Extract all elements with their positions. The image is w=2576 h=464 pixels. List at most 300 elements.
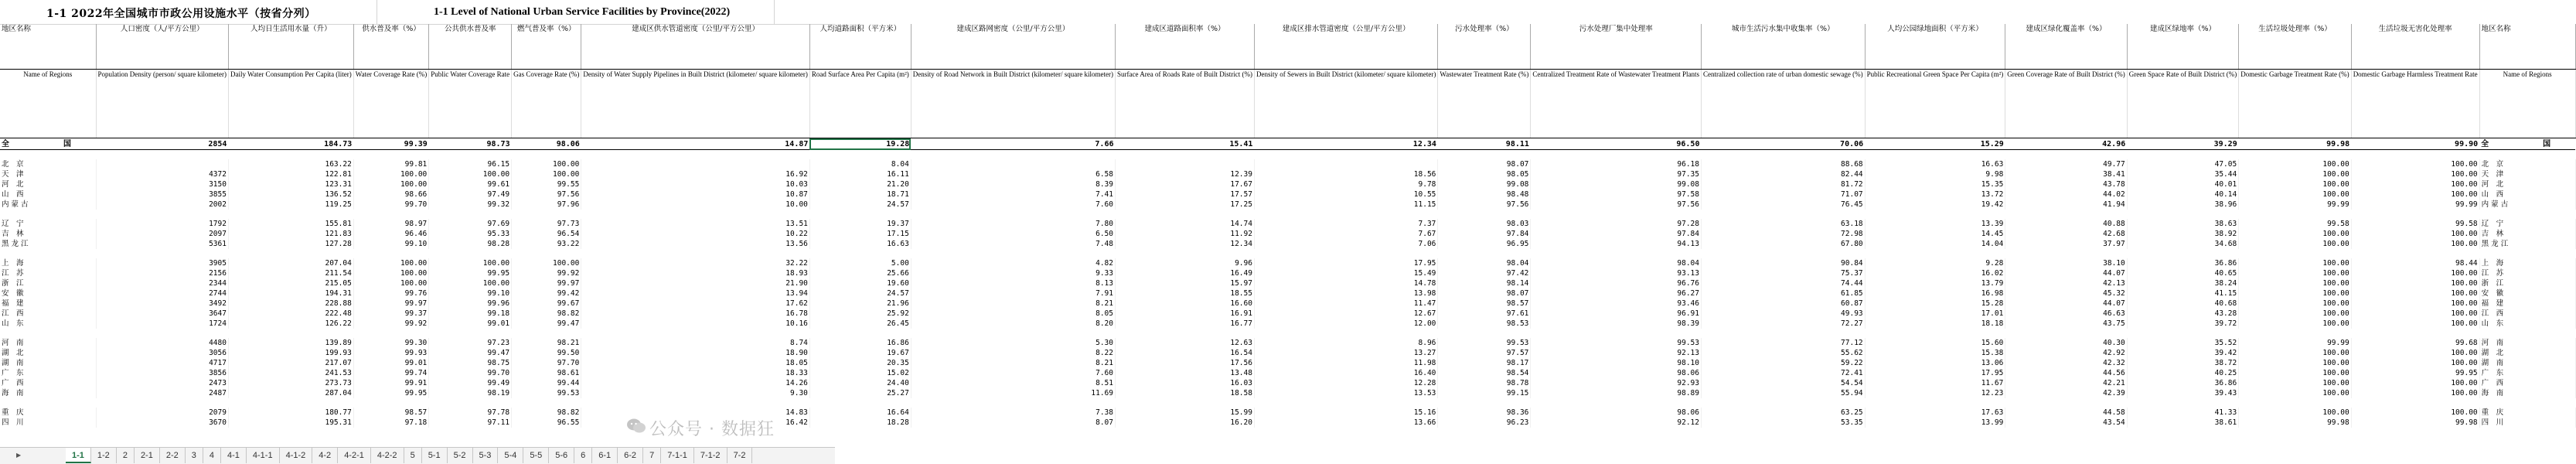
- cell[interactable]: 40.14: [2127, 189, 2238, 200]
- region-name[interactable]: 湖 南: [0, 358, 96, 368]
- cell[interactable]: 15.16: [1254, 408, 1437, 418]
- cell[interactable]: 9.28: [1865, 258, 2005, 268]
- region-name-right[interactable]: 上 海: [2479, 258, 2575, 268]
- region-name[interactable]: 广 东: [0, 368, 96, 378]
- cell[interactable]: 92.93: [1531, 378, 1702, 388]
- cell[interactable]: 13.94: [581, 288, 810, 299]
- cell[interactable]: 71.07: [1701, 189, 1865, 200]
- cell[interactable]: 13.79: [1865, 278, 2005, 288]
- region-name[interactable]: 上 海: [0, 258, 96, 268]
- cell[interactable]: 98.04: [1438, 258, 1531, 268]
- cell[interactable]: 59.22: [1701, 358, 1865, 368]
- cell[interactable]: 184.73: [228, 138, 353, 150]
- cell[interactable]: 100.00: [2351, 159, 2479, 169]
- cell[interactable]: 17.25: [1116, 200, 1255, 210]
- cell[interactable]: 13.06: [1865, 358, 2005, 368]
- cell[interactable]: 14.87: [581, 138, 810, 150]
- region-name[interactable]: 山 西: [0, 189, 96, 200]
- cell[interactable]: [96, 159, 228, 169]
- region-name-right[interactable]: 黑 龙 江: [2479, 239, 2575, 249]
- cell[interactable]: 100.00: [2239, 299, 2351, 309]
- region-name[interactable]: 北 京: [0, 159, 96, 169]
- sheet-tab[interactable]: 4-1-1: [247, 448, 280, 463]
- cell[interactable]: 18.58: [1116, 388, 1255, 398]
- region-name-right[interactable]: 江 西: [2479, 309, 2575, 319]
- cell[interactable]: 16.11: [809, 169, 911, 179]
- region-name-right[interactable]: 浙 江: [2479, 278, 2575, 288]
- cell[interactable]: 2344: [96, 278, 228, 288]
- cell[interactable]: 14.74: [1116, 219, 1255, 229]
- cell[interactable]: 13.51: [581, 219, 810, 229]
- cell[interactable]: 98.07: [1438, 159, 1531, 169]
- cell[interactable]: 96.46: [353, 229, 428, 239]
- cell[interactable]: 16.54: [1116, 348, 1255, 358]
- cell[interactable]: 99.70: [353, 200, 428, 210]
- cell[interactable]: 88.68: [1701, 159, 1865, 169]
- cell[interactable]: 14.78: [1254, 278, 1437, 288]
- cell[interactable]: 17.57: [1116, 189, 1255, 200]
- cell[interactable]: 100.00: [512, 159, 581, 169]
- cell[interactable]: 20.35: [809, 358, 911, 368]
- cell[interactable]: 100.00: [2351, 388, 2479, 398]
- cell[interactable]: 16.42: [581, 418, 810, 428]
- cell[interactable]: 7.06: [1254, 239, 1437, 249]
- cell[interactable]: 24.40: [809, 378, 911, 388]
- cell[interactable]: 39.42: [2127, 348, 2238, 358]
- cell[interactable]: 14.26: [581, 378, 810, 388]
- cell[interactable]: 99.61: [429, 179, 512, 189]
- cell[interactable]: [911, 159, 1115, 169]
- cell[interactable]: 12.00: [1254, 319, 1437, 329]
- cell[interactable]: 15.02: [809, 368, 911, 378]
- cell[interactable]: 98.07: [1438, 288, 1531, 299]
- cell[interactable]: 98.53: [1438, 319, 1531, 329]
- cell[interactable]: 98.89: [1531, 388, 1702, 398]
- cell[interactable]: 163.22: [228, 159, 353, 169]
- cell[interactable]: 16.20: [1116, 418, 1255, 428]
- cell[interactable]: 47.05: [2127, 159, 2238, 169]
- cell[interactable]: 100.00: [2351, 239, 2479, 249]
- cell[interactable]: 99.92: [353, 319, 428, 329]
- cell[interactable]: 39.29: [2127, 138, 2238, 150]
- cell[interactable]: 18.18: [1865, 319, 2005, 329]
- region-name-right[interactable]: 广 东: [2479, 368, 2575, 378]
- region-name-right[interactable]: 江 苏: [2479, 268, 2575, 278]
- cell[interactable]: 43.75: [2005, 319, 2127, 329]
- cell[interactable]: 100.00: [2239, 368, 2351, 378]
- cell[interactable]: 38.96: [2127, 200, 2238, 210]
- cell[interactable]: 100.00: [2239, 268, 2351, 278]
- cell[interactable]: 99.15: [1438, 388, 1531, 398]
- cell[interactable]: 15.97: [1116, 278, 1255, 288]
- cell[interactable]: 37.97: [2005, 239, 2127, 249]
- cell[interactable]: 99.08: [1531, 179, 1702, 189]
- cell[interactable]: 100.00: [429, 278, 512, 288]
- cell[interactable]: 100.00: [2239, 239, 2351, 249]
- cell[interactable]: 97.49: [429, 189, 512, 200]
- cell[interactable]: 38.24: [2127, 278, 2238, 288]
- region-name-right[interactable]: 全 国: [2481, 139, 2574, 148]
- cell[interactable]: 7.48: [911, 239, 1115, 249]
- cell[interactable]: 96.76: [1531, 278, 1702, 288]
- cell[interactable]: 38.61: [2127, 418, 2238, 428]
- cell[interactable]: 49.93: [1701, 309, 1865, 319]
- cell[interactable]: 98.54: [1438, 368, 1531, 378]
- cell[interactable]: 15.41: [1116, 138, 1255, 150]
- cell[interactable]: 97.69: [429, 219, 512, 229]
- cell[interactable]: 13.39: [1865, 219, 2005, 229]
- region-name-right[interactable]: 内 蒙 古: [2479, 200, 2575, 210]
- cell[interactable]: 7.67: [1254, 229, 1437, 239]
- cell[interactable]: 99.58: [2351, 219, 2479, 229]
- cell[interactable]: 45.32: [2005, 288, 2127, 299]
- cell[interactable]: 97.11: [429, 418, 512, 428]
- sheet-tab[interactable]: 5-6: [549, 448, 574, 463]
- region-name[interactable]: 河 南: [0, 338, 96, 348]
- cell[interactable]: 98.44: [2351, 258, 2479, 268]
- cell[interactable]: 6.58: [911, 169, 1115, 179]
- cell[interactable]: 16.91: [1116, 309, 1255, 319]
- sheet-tab[interactable]: 2-1: [135, 448, 160, 463]
- cell[interactable]: 99.53: [512, 388, 581, 398]
- cell[interactable]: 99.39: [353, 138, 428, 150]
- cell[interactable]: 44.07: [2005, 299, 2127, 309]
- cell[interactable]: 7.80: [911, 219, 1115, 229]
- region-name[interactable]: 重 庆: [0, 408, 96, 418]
- cell[interactable]: 9.78: [1254, 179, 1437, 189]
- cell[interactable]: 97.35: [1531, 169, 1702, 179]
- cell[interactable]: 99.93: [353, 348, 428, 358]
- cell[interactable]: 100.00: [2239, 378, 2351, 388]
- cell[interactable]: 100.00: [353, 268, 428, 278]
- cell[interactable]: 72.27: [1701, 319, 1865, 329]
- cell[interactable]: 99.08: [1438, 179, 1531, 189]
- cell[interactable]: 99.42: [512, 288, 581, 299]
- cell[interactable]: 99.10: [429, 288, 512, 299]
- cell[interactable]: 75.37: [1701, 268, 1865, 278]
- cell[interactable]: 97.84: [1438, 229, 1531, 239]
- cell[interactable]: 41.33: [2127, 408, 2238, 418]
- cell[interactable]: 40.65: [2127, 268, 2238, 278]
- cell[interactable]: 119.25: [228, 200, 353, 210]
- cell[interactable]: 8.04: [809, 159, 911, 169]
- region-name[interactable]: 江 苏: [0, 268, 96, 278]
- region-name-right[interactable]: 河 南: [2479, 338, 2575, 348]
- cell[interactable]: 11.92: [1116, 229, 1255, 239]
- cell[interactable]: 15.29: [1865, 138, 2005, 150]
- cell[interactable]: 7.66: [911, 138, 1115, 150]
- region-name-right[interactable]: 辽 宁: [2479, 219, 2575, 229]
- cell[interactable]: 97.61: [1438, 309, 1531, 319]
- cell[interactable]: 99.98: [2351, 418, 2479, 428]
- cell[interactable]: 18.33: [581, 368, 810, 378]
- cell[interactable]: 2473: [96, 378, 228, 388]
- cell[interactable]: 8.74: [581, 338, 810, 348]
- cell[interactable]: 97.70: [512, 358, 581, 368]
- region-name-right[interactable]: 四 川: [2479, 418, 2575, 428]
- cell[interactable]: 99.95: [353, 388, 428, 398]
- cell[interactable]: 100.00: [512, 169, 581, 179]
- cell[interactable]: 199.93: [228, 348, 353, 358]
- sheet-tab[interactable]: 4-2: [312, 448, 338, 463]
- cell[interactable]: 228.88: [228, 299, 353, 309]
- cell[interactable]: 99.55: [512, 179, 581, 189]
- cell[interactable]: 17.15: [809, 229, 911, 239]
- cell[interactable]: 93.46: [1531, 299, 1702, 309]
- cell[interactable]: 35.44: [2127, 169, 2238, 179]
- sheet-tab[interactable]: 2: [117, 448, 135, 463]
- region-name[interactable]: 辽 宁: [0, 219, 96, 229]
- cell[interactable]: 96.18: [1531, 159, 1702, 169]
- sheet-tab[interactable]: 7-1-1: [661, 448, 694, 463]
- cell[interactable]: 194.31: [228, 288, 353, 299]
- cell[interactable]: 42.68: [2005, 229, 2127, 239]
- cell[interactable]: 17.95: [1865, 368, 2005, 378]
- cell[interactable]: 8.05: [911, 309, 1115, 319]
- cell[interactable]: 2854: [96, 138, 228, 150]
- sheet-tab[interactable]: 4-2-2: [371, 448, 404, 463]
- cell[interactable]: 15.28: [1865, 299, 2005, 309]
- cell[interactable]: 7.91: [911, 288, 1115, 299]
- sheet-tab[interactable]: 4: [203, 448, 221, 463]
- cell[interactable]: 100.00: [2351, 319, 2479, 329]
- region-name-right[interactable]: 天 津: [2479, 169, 2575, 179]
- cell[interactable]: 11.98: [1254, 358, 1437, 368]
- cell[interactable]: 19.28: [809, 138, 911, 150]
- cell[interactable]: 100.00: [2351, 169, 2479, 179]
- cell[interactable]: 18.28: [809, 418, 911, 428]
- cell[interactable]: 3856: [96, 368, 228, 378]
- cell[interactable]: 100.00: [2351, 358, 2479, 368]
- cell[interactable]: 97.84: [1531, 229, 1702, 239]
- cell[interactable]: 99.68: [2351, 338, 2479, 348]
- cell[interactable]: 99.98: [2239, 138, 2351, 150]
- cell[interactable]: 9.33: [911, 268, 1115, 278]
- cell[interactable]: 195.31: [228, 418, 353, 428]
- scroll-tabs-right-icon[interactable]: ▶: [16, 452, 22, 459]
- region-name[interactable]: 全 国: [2, 139, 94, 148]
- cell[interactable]: 99.58: [2239, 219, 2351, 229]
- cell[interactable]: 2097: [96, 229, 228, 239]
- region-name[interactable]: 江 西: [0, 309, 96, 319]
- cell[interactable]: 40.88: [2005, 219, 2127, 229]
- cell[interactable]: 100.00: [353, 179, 428, 189]
- cell[interactable]: 16.86: [809, 338, 911, 348]
- cell[interactable]: 99.90: [2351, 138, 2479, 150]
- sheet-tab[interactable]: 5-1: [422, 448, 448, 463]
- cell[interactable]: 98.05: [1438, 169, 1531, 179]
- cell[interactable]: 12.67: [1254, 309, 1437, 319]
- cell[interactable]: 100.00: [353, 169, 428, 179]
- region-name[interactable]: 山 东: [0, 319, 96, 329]
- cell[interactable]: 40.30: [2005, 338, 2127, 348]
- cell[interactable]: 18.55: [1116, 288, 1255, 299]
- sheet-tab[interactable]: 5-4: [498, 448, 523, 463]
- cell[interactable]: 92.13: [1531, 348, 1702, 358]
- cell[interactable]: 42.13: [2005, 278, 2127, 288]
- cell[interactable]: 98.21: [512, 338, 581, 348]
- cell[interactable]: 3492: [96, 299, 228, 309]
- cell[interactable]: 13.56: [581, 239, 810, 249]
- sheet-tab[interactable]: 4-1-2: [280, 448, 313, 463]
- region-name[interactable]: 湖 北: [0, 348, 96, 358]
- cell[interactable]: 8.07: [911, 418, 1115, 428]
- cell[interactable]: 10.03: [581, 179, 810, 189]
- cell[interactable]: 98.61: [512, 368, 581, 378]
- cell[interactable]: 46.63: [2005, 309, 2127, 319]
- cell[interactable]: 139.89: [228, 338, 353, 348]
- cell[interactable]: 98.28: [429, 239, 512, 249]
- cell[interactable]: 2002: [96, 200, 228, 210]
- cell[interactable]: 97.18: [353, 418, 428, 428]
- region-name[interactable]: 天 津: [0, 169, 96, 179]
- cell[interactable]: 13.53: [1254, 388, 1437, 398]
- cell[interactable]: 99.47: [512, 319, 581, 329]
- cell[interactable]: 100.00: [2351, 288, 2479, 299]
- cell[interactable]: 96.27: [1531, 288, 1702, 299]
- cell[interactable]: 25.66: [809, 268, 911, 278]
- cell[interactable]: 8.39: [911, 179, 1115, 189]
- cell[interactable]: 96.54: [512, 229, 581, 239]
- region-name-right[interactable]: 广 西: [2479, 378, 2575, 388]
- cell[interactable]: 42.21: [2005, 378, 2127, 388]
- sheet-tab[interactable]: 7-1-2: [694, 448, 727, 463]
- cell[interactable]: 63.18: [1701, 219, 1865, 229]
- cell[interactable]: 98.39: [1531, 319, 1702, 329]
- cell[interactable]: 44.58: [2005, 408, 2127, 418]
- cell[interactable]: 11.69: [911, 388, 1115, 398]
- cell[interactable]: 16.78: [581, 309, 810, 319]
- cell[interactable]: 8.20: [911, 319, 1115, 329]
- cell[interactable]: 96.91: [1531, 309, 1702, 319]
- cell[interactable]: 42.32: [2005, 358, 2127, 368]
- cell[interactable]: 21.20: [809, 179, 911, 189]
- cell[interactable]: 99.76: [353, 288, 428, 299]
- sheet-tab[interactable]: 6-2: [618, 448, 643, 463]
- sheet-tab[interactable]: 3: [186, 448, 203, 463]
- cell[interactable]: 34.68: [2127, 239, 2238, 249]
- cell[interactable]: 3056: [96, 348, 228, 358]
- cell[interactable]: 100.00: [512, 258, 581, 268]
- cell[interactable]: 17.67: [1116, 179, 1255, 189]
- region-name[interactable]: 海 南: [0, 388, 96, 398]
- cell[interactable]: 93.13: [1531, 268, 1702, 278]
- region-name[interactable]: 吉 林: [0, 229, 96, 239]
- cell[interactable]: 100.00: [2239, 388, 2351, 398]
- cell[interactable]: 5.00: [809, 258, 911, 268]
- cell[interactable]: 77.12: [1701, 338, 1865, 348]
- region-name[interactable]: 广 西: [0, 378, 96, 388]
- cell[interactable]: 12.34: [1254, 138, 1437, 150]
- cell[interactable]: [1254, 159, 1437, 169]
- cell[interactable]: 21.90: [581, 278, 810, 288]
- cell[interactable]: [581, 159, 810, 169]
- cell[interactable]: 18.93: [581, 268, 810, 278]
- sheet-nav[interactable]: [0, 448, 66, 464]
- cell[interactable]: 16.92: [581, 169, 810, 179]
- cell[interactable]: 180.77: [228, 408, 353, 418]
- cell[interactable]: 100.00: [2239, 159, 2351, 169]
- cell[interactable]: 1724: [96, 319, 228, 329]
- cell[interactable]: 16.77: [1116, 319, 1255, 329]
- cell[interactable]: 99.01: [429, 319, 512, 329]
- cell[interactable]: 98.06: [512, 138, 581, 150]
- cell[interactable]: 97.73: [512, 219, 581, 229]
- cell[interactable]: 36.86: [2127, 378, 2238, 388]
- cell[interactable]: 98.57: [353, 408, 428, 418]
- cell[interactable]: 100.00: [2239, 189, 2351, 200]
- cell[interactable]: 32.22: [581, 258, 810, 268]
- cell[interactable]: 15.49: [1254, 268, 1437, 278]
- cell[interactable]: 99.92: [512, 268, 581, 278]
- cell[interactable]: 98.17: [1438, 358, 1531, 368]
- cell[interactable]: 2156: [96, 268, 228, 278]
- cell[interactable]: 93.22: [512, 239, 581, 249]
- cell[interactable]: 16.03: [1116, 378, 1255, 388]
- cell[interactable]: 8.96: [1254, 338, 1437, 348]
- cell[interactable]: 38.63: [2127, 219, 2238, 229]
- cell[interactable]: 16.60: [1116, 299, 1255, 309]
- cell[interactable]: 98.10: [1531, 358, 1702, 368]
- sheet-tab[interactable]: 2-2: [160, 448, 186, 463]
- cell[interactable]: 100.00: [2351, 309, 2479, 319]
- cell[interactable]: 99.01: [353, 358, 428, 368]
- cell[interactable]: 18.56: [1254, 169, 1437, 179]
- cell[interactable]: 4.82: [911, 258, 1115, 268]
- cell[interactable]: 15.60: [1865, 338, 2005, 348]
- cell[interactable]: 100.00: [2351, 278, 2479, 288]
- cell[interactable]: 98.11: [1438, 138, 1531, 150]
- cell[interactable]: 241.53: [228, 368, 353, 378]
- sheet-tab[interactable]: 5-2: [448, 448, 473, 463]
- cell[interactable]: 19.60: [809, 278, 911, 288]
- cell[interactable]: 100.00: [2351, 189, 2479, 200]
- cell[interactable]: 8.51: [911, 378, 1115, 388]
- cell[interactable]: 74.44: [1701, 278, 1865, 288]
- cell[interactable]: 12.39: [1116, 169, 1255, 179]
- cell[interactable]: 13.98: [1254, 288, 1437, 299]
- region-name-right[interactable]: 重 庆: [2479, 408, 2575, 418]
- cell[interactable]: 15.38: [1865, 348, 2005, 358]
- cell[interactable]: 12.28: [1254, 378, 1437, 388]
- cell[interactable]: 16.02: [1865, 268, 2005, 278]
- region-name-right[interactable]: 河 北: [2479, 179, 2575, 189]
- cell[interactable]: 98.14: [1438, 278, 1531, 288]
- cell[interactable]: 72.41: [1701, 368, 1865, 378]
- cell[interactable]: [1116, 159, 1255, 169]
- cell[interactable]: 18.90: [581, 348, 810, 358]
- cell[interactable]: 40.68: [2127, 299, 2238, 309]
- cell[interactable]: 14.45: [1865, 229, 2005, 239]
- cell[interactable]: 40.01: [2127, 179, 2238, 189]
- cell[interactable]: 99.91: [353, 378, 428, 388]
- cell[interactable]: 39.43: [2127, 388, 2238, 398]
- cell[interactable]: 17.01: [1865, 309, 2005, 319]
- region-name-right[interactable]: 湖 北: [2479, 348, 2575, 358]
- cell[interactable]: 98.48: [1438, 189, 1531, 200]
- region-name-right[interactable]: 吉 林: [2479, 229, 2575, 239]
- cell[interactable]: 8.21: [911, 299, 1115, 309]
- cell[interactable]: 98.66: [353, 189, 428, 200]
- cell[interactable]: 222.48: [228, 309, 353, 319]
- cell[interactable]: 5361: [96, 239, 228, 249]
- cell[interactable]: 11.67: [1865, 378, 2005, 388]
- cell[interactable]: 99.67: [512, 299, 581, 309]
- cell[interactable]: 40.25: [2127, 368, 2238, 378]
- cell[interactable]: 100.00: [2351, 348, 2479, 358]
- cell[interactable]: 100.00: [2351, 408, 2479, 418]
- cell[interactable]: 287.04: [228, 388, 353, 398]
